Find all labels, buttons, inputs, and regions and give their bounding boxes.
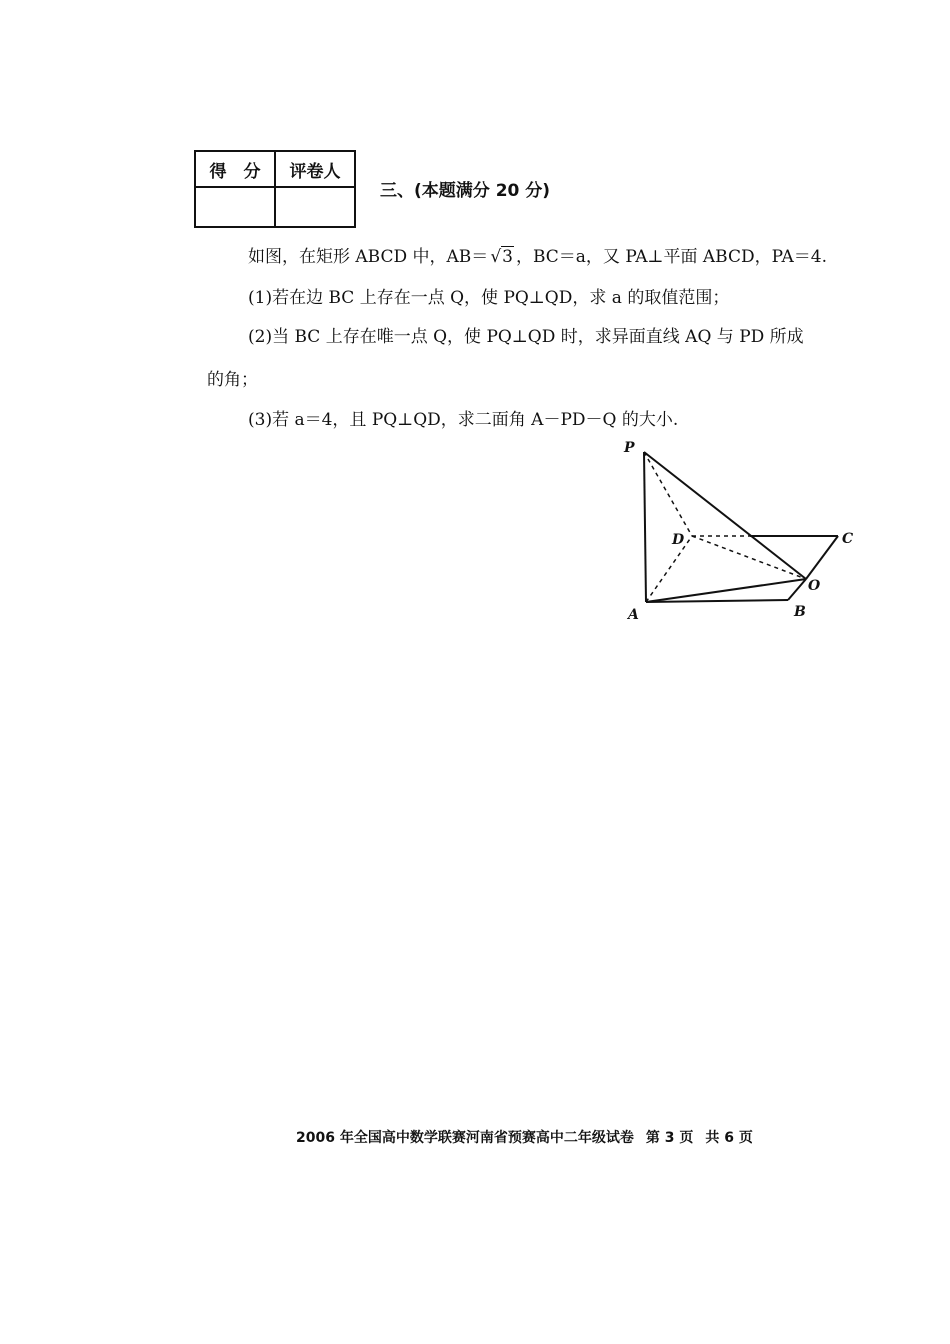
edge-ab — [646, 600, 788, 602]
edge-pa — [644, 452, 646, 602]
label-a: A — [628, 607, 639, 623]
question-2: (2)当 BC 上存在唯一点 Q，使 PQ⊥QD 时，求异面直线 AQ 与 PD 所成 — [248, 327, 804, 347]
edge-aq — [646, 579, 806, 602]
grader-cell — [275, 187, 355, 227]
footer-page: 第 3 页 — [645, 1130, 694, 1146]
label-b: B — [794, 604, 806, 620]
label-p: P — [624, 440, 635, 456]
edge-ad — [646, 536, 692, 602]
section-title: 三、(本题满分 20 分) — [380, 181, 551, 201]
intro-text-b: ，BC＝a，又 PA⊥平面 ABCD，PA＝4. — [515, 247, 827, 267]
score-cell — [195, 187, 275, 227]
score-header: 得 分 — [195, 151, 275, 187]
edge-pd — [644, 452, 692, 536]
question-2-continued: 的角； — [207, 370, 258, 390]
label-q: O — [808, 578, 821, 594]
grader-header: 评卷人 — [275, 151, 355, 187]
footer-total: 共 6 页 — [705, 1130, 753, 1146]
label-d: D — [672, 532, 685, 548]
edge-pq — [644, 452, 806, 579]
edge-dq — [692, 536, 806, 579]
question-3: (3)若 a＝4，且 PQ⊥QD，求二面角 A－PD－Q 的大小. — [248, 410, 679, 430]
geometry-figure — [610, 430, 860, 625]
footer-title: 2006 年全国高中数学联赛河南省预赛高中二年级试卷 — [296, 1130, 634, 1146]
sqrt-expression: √3 — [490, 247, 513, 267]
problem-intro — [248, 246, 827, 268]
question-1: (1)若在边 BC 上存在一点 Q，使 PQ⊥QD，求 a 的取值范围； — [248, 288, 730, 308]
score-table — [194, 150, 356, 228]
edge-qc — [806, 536, 838, 579]
intro-text-a: 如图，在矩形 ABCD 中，AB＝ — [248, 247, 489, 267]
sqrt-value: 3 — [502, 247, 513, 267]
label-c: C — [842, 531, 854, 547]
page-footer — [296, 1127, 753, 1147]
